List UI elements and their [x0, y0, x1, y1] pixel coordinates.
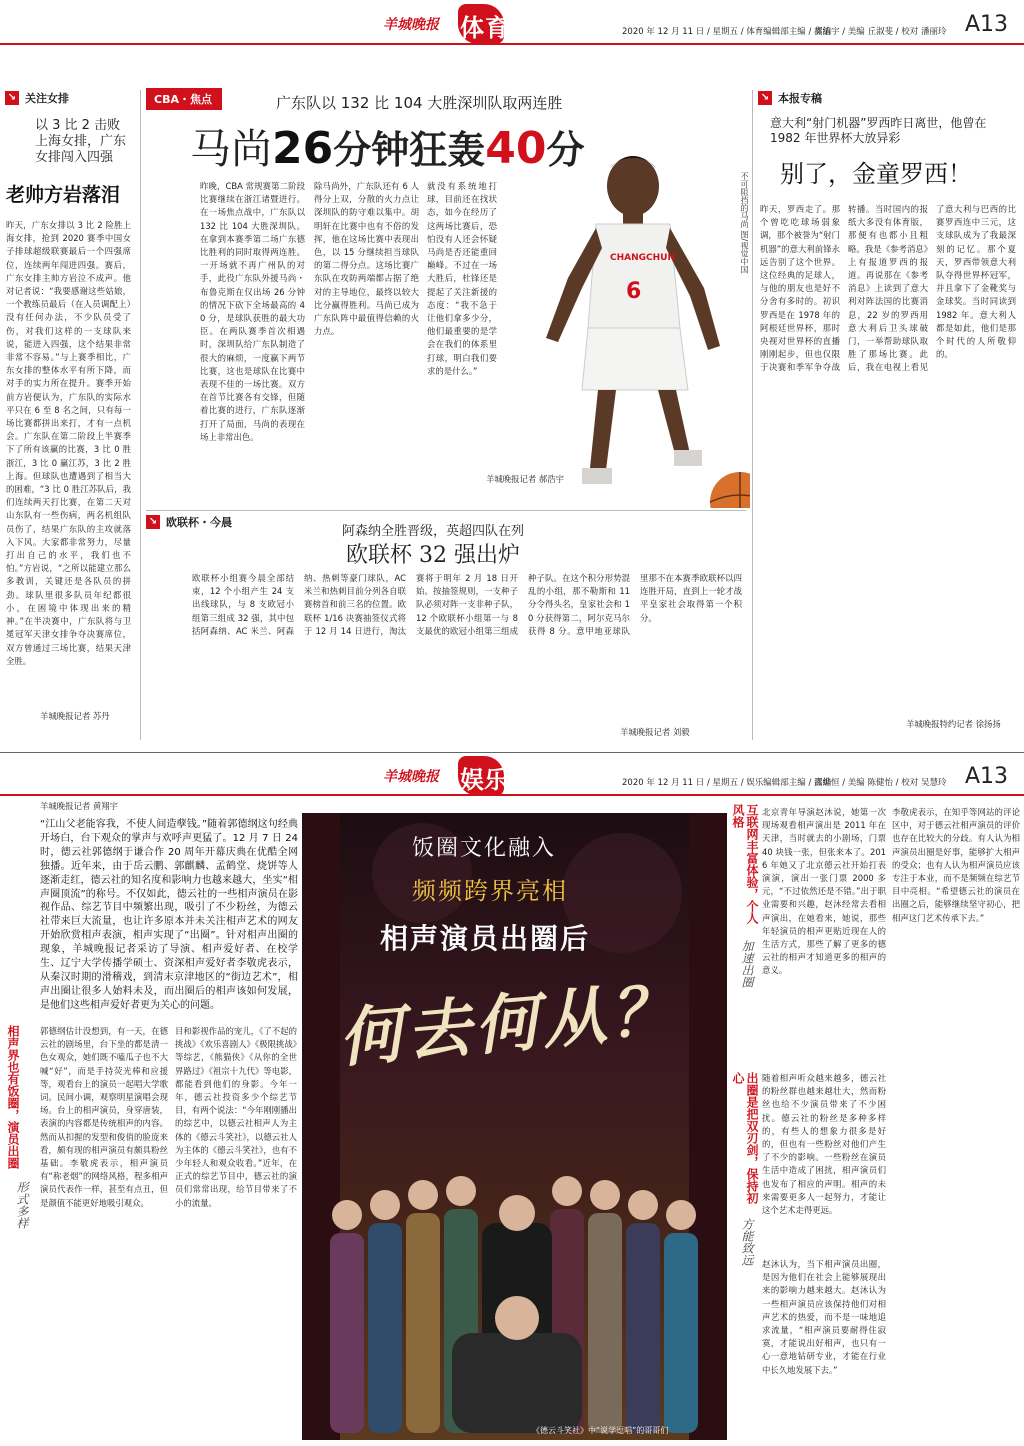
- section-tag: [758, 90, 1020, 106]
- subhead: 以 3 比 2 击败上海女排，广东女排闯入四强: [35, 118, 127, 165]
- article-body: 欧联杯小组赛今晨全部结束，12 个小组产生 24 支出线球队，与 8 支欧冠小组第三组成 32 强，其中包括阿森纳、AC 米兰、阿森纳、热刺等豪门球队，AC 米兰和热刺目前分列各自联赛榜首和前三名的位置。欧联杯 1/16 决赛抽签仪式将于 12 月 14 日进行，淘汰赛将于明年 2 月 18 日开始。按抽签规则，一支种子队必须对阵一支非种子队，12 个欧联杯小组第一与 8 支最优的欧冠小组第三组成种子队。在这个积分形势混乱的小组，那不勒斯和 11 分令得头名，皇家社会和 10 分获得第二，阿尔克马尔获得 8 分。意甲地亚球队里那不在本赛季欧联杯以四连胜开局，直到上一轮才战平皇家社会取得第一个积分。: [192, 573, 742, 636]
- article-col-1: 昨晚，CBA 常规赛第二阶段比赛继续在浙江诸暨进行。在一场焦点战中，广东队以 132 比 104 大胜深圳队。在拿到本赛季第二场广东德比胜利的同时取得两连胜。一开场就不再广州队的对手，此役广东队外援马尚・布鲁克斯在仅出场 26 分钟的情况下砍下全场最高的 40 分，是球队获胜的最大功臣。在两队赛季首次相遇时，深圳队给广东队制造了很大的麻烦，一度赢下两节比赛，这也是球队在比赛中表现不佳的一场比赛。双方在首节比赛各有交锋，但随着比赛的进行，广东队逐渐打开了局面，马尚的表现在场上非常出色。: [200, 181, 305, 442]
- article-body: 昨天，罗西走了。那个曾吃吃球场弱象调，那个被誉为“射门机器”的意大利前锋永远告别了这个世界。这位经典的足球人，与他的朋友也是好不分舍有多时的。初识罗西是在 1978 年的阿根廷世界杯，那时央视对世界杯的直播刚刚起步，但也仅限于决赛和季军争夺战转播。当时国内的报纸大多没有体育版，那便有也都小且粗略。我是《参考消息》上有报道罗西的报道。再说那在《参考消息》上读到了意大利对阵法国的比赛消息，22 岁的罗西用意大利后卫头球破门，一举帮助球队取胜了那场比赛。此后，我在电视上看见了意大利与巴西的比赛罗西连中三元，这支球队成为了我最深刻的记忆。那个夏天，罗西带领意大利队夺得世界杯冠军，并且拿下了金靴奖与金球奖。当时同读到 1982 年。意大利人都是如此，他们是那个时代的人所敬仰的。: [760, 204, 1016, 373]
- dateline: 2020 年 12 月 11 日 / 星期五 / 娱乐编辑部主编 / 责编: [622, 778, 832, 788]
- poster-line-3: 相声演员出圈后: [380, 922, 591, 955]
- headline: 欧联杯 32 强出炉: [346, 543, 520, 568]
- rossi-story: [756, 90, 1020, 745]
- side-head-tag: 加速出圈: [740, 940, 754, 988]
- poster-line-1: 饭圈文化融入: [412, 836, 557, 861]
- editors: 邵烨恒 / 美编 陈健怡 / 校对 吴慧玲: [814, 778, 947, 788]
- arrow-icon: ↘: [5, 91, 19, 105]
- poster-backdrop: [302, 813, 727, 1440]
- ent-byline-top: 羊城晚报记者 黄翔宇: [40, 801, 119, 811]
- brand-logo: 羊城晚报: [383, 17, 439, 33]
- side-head-title: 相声界也有饭圈，演员出圈: [6, 1025, 20, 1169]
- side-head-title: 互联网丰富体验，个人风格: [731, 804, 759, 924]
- divider: [146, 510, 746, 511]
- page-divider: [0, 752, 1024, 753]
- poster-line-2: 频频跨界亮相: [412, 877, 568, 905]
- arrow-icon: ↘: [146, 515, 160, 529]
- headline-pre: 马尚: [190, 125, 272, 173]
- tag-label: 关注女排: [25, 92, 69, 105]
- ent-col-e: 赵沐认为，当下相声演员出圈，是因为他们在社会上能够展现出来的影响力越来越大。赵沐认为一些相声演员应该保持他们对相声艺术的热爱，而不是一味地追求流量，“相声演员要耐得住寂寞，才能说出好相声，也只有一心一意地钻研专业，才能在行业中长久地发展下去。”: [762, 1259, 886, 1375]
- ent-col-b: 目和影视作品的宠儿，《了不起的挑战》《欢乐喜剧人》《极限挑战》等综艺，《熊猫侠》《从你的全世界路过》《祖宗十九代》等电影，都能看到他们的身影。今年一年，德云社投资多少个综艺节目，有两个说法：“今年刚刚播出的综艺中，以德云社相声人为主体的《德云斗笑社》，以德云社人为主体的《德云斗笑社》，也有不少年轻人和观众收看。”近年，在正式的综艺节目中，德云社的演员们常常出现，给节目带来了不小的流量。: [175, 1026, 297, 1208]
- tag-label: 欧联杯・今晨: [166, 516, 232, 529]
- byline: 羊城晚报记者 刘毅: [616, 726, 690, 738]
- brand-logo: 羊城晚报: [383, 769, 439, 785]
- ent-col-f: 李敬虎表示，在知乎等网站的评论区中，对于德云社相声演员的评价也存在比较大的分歧。有人认为相声演员出圈是好事，能够扩大相声的受众；也有人认为相声演员应该专注于本业，而不是频频在综艺节目中亮相。“希望德云社的演员在出圈之后，能够继续坚守初心，把相声这门艺术传承下去。”: [892, 807, 1020, 923]
- side-head-tag: 形式多样: [15, 1181, 29, 1229]
- headline: 老帅方岩落泪: [6, 184, 121, 206]
- editors: 郝洁宇 / 美编 丘淑斐 / 校对 潘丽玲: [814, 27, 947, 37]
- photo-caption: 不可阻挡的马尚 图/视觉中国: [740, 172, 749, 274]
- headline-mid: 分钟狂轰: [333, 128, 486, 172]
- ent-col-d: 随着相声听众越来越多，德云社的粉丝群也越来越壮大，然而粉丝也给不少演员带来了不少困扰。德云社的粉丝是多种多样的，有些人的想象力很多是好的，但也有一些粉丝对他们产生了不少的影响。一些粉丝在演员生活中造成了困扰，相声演员们也发布了相应的声明。相声的未来需要更多人一起努力，才能让这个艺术走得更远。: [762, 1073, 886, 1216]
- article-body: 昨天，广东女排以 3 比 2 险胜上海女排，抢到 2020 赛季中国女子排球超级联赛最后一个四强席位，连续两年闯进四强。赛后，广东女排主帅方岩泣不成声。他对记者说：“我要感谢这些姑娘，一个教练员最后（在人员调配上）没有任何办法，不少队员受了伤，对我们这样的一支球队来说，能进入四强，这个结果非常非常不容易。”与上赛季相比，广东女排的整体水平有所下降，而对手的实力所在提升。赛季开始前方岩便认为，广东队的实际水平只在 6 至 8 名之间，只有每一场比赛都拼出来打，才有一点机会。广东队在第二阶段上半赛季下了所有该赢的比赛，3 比 0 胜浙江，3 比 0 赢江苏，3 比 2 胜上海。但球队也遭遇到了相当大的困难，“3 比 0 胜江苏队后，我们连续两天打比赛，在第二天对山东队有一些伤病，两名机组队员伤了，结果广东队的主攻就落入下风。大家都非常努力，尽量打出自己的水平，我们也不怕。”方岩说，“之所以能建立那么多教训，关键还是各队员的拼劲。球队里很多队员年纪都很小，在困境中体现出来的精神。”在半决赛中，广东队将与卫冕冠军天津女排争夺决赛席位，双方曾通过三场比赛，结果天津全胜。: [6, 220, 131, 666]
- ent-col-c: 北京青年导演赵沐说，她第一次现场观看相声演出是 2011 年在天津，当时就去的小剧场，门票 40 块钱一张，但张来本了。2016 年她又了北京德云社开始打表演演，演出一张门票 2000 多元，“不过依然还是不错。”出于职业需要和兴趣，赵沐经常去看相声演出，在她看来，她说，那些年轻演员的相声更贴近现在人的生活方式，那些了解了更多的德云社的相声才知道更多的相声的意义。: [762, 807, 886, 976]
- article-col-2: 除马尚外，广东队还有 6 人得分上双，分散的火力点让深圳队的防守难以集中。胡明轩在比赛中也有不俗的发挥，他在这场比赛中表现出色，以 15 分继续担当球队的第二得分点。这场比赛广东队在攻防两端都占据了绝对的主导地位，最终以较大比分赢得胜利。马尚已成为广东队阵中最值得信赖的火力点。: [314, 181, 419, 337]
- poster-line-4: 何去何从？: [335, 972, 682, 1077]
- side-head-3: [731, 1072, 759, 1312]
- performer-row: [330, 1176, 698, 1433]
- side-head-2: [731, 804, 759, 1024]
- subhead: 意大利“射门机器”罗西昨日离世，他曾在 1982 年世界杯大放异彩: [770, 116, 987, 145]
- divider: [752, 90, 753, 740]
- page-number: A13: [965, 12, 1009, 37]
- headline-num1: 26: [272, 123, 334, 174]
- poster: [302, 813, 727, 1440]
- player-photo: [498, 128, 750, 508]
- top-header: [0, 0, 1024, 50]
- article-col-3: 就没有系统地打球，目前还在找状态，如今在经历了这两场比赛后，恐怕没有人还会怀疑马尚是否还能重回巅峰。不过在一场大胜后，杜锋还是提起了关注新援的态度：“我不急于让他们拿多少分，他们最重要的是学会在我们的体系里打球，明白我们要求的是什么。”: [427, 181, 497, 376]
- dateline: 2020 年 12 月 11 日 / 星期五 / 体育编辑部主编 / 责编: [622, 27, 832, 37]
- header-rule: [0, 794, 1024, 796]
- headline: 别了，金童罗西！: [780, 160, 972, 188]
- jersey-text: CHANGCHUN: [610, 253, 675, 263]
- page-number: A13: [965, 764, 1009, 789]
- ent-header: [0, 752, 1024, 802]
- player-illustration: [498, 128, 750, 508]
- subhead: 广东队以 132 比 104 大胜深圳队取两连胜: [276, 94, 563, 112]
- ent-lead: “江山父老能容我，不使人间造孽钱。”随着郭德纲这句经典开场白，台下观众的掌声与欢呼声更猛了。12 月 7 日 24 时，德云社郭德纲于谦合作 20 周年开幕庆典在优酷全网独播。近年来，由于岳云鹏、郭麒麟、孟鹤堂、烧饼等人逐渐走红，德云社的知名度和影响力也越来越大，坐实“相声圈顶流”的称号。不仅如此，德云社的一些相声演员在影视作品、综艺节目中频繁出现，吸引了不少粉丝，为德云社带来巨大流量，也让许多原本并未关注相声艺术的网友开始欣赏相声表演，相声实现了“出圈”。针对相声出圈的现象，羊城晚报记者采访了导演、相声爱好者、在校学生、辽宁大学传播学硕士、资深相声爱好者李敬虎表示，从秦汉时期的滑稽戏，到清末京津地区的“街边艺术”，相声出圈让很多人始料未及，而出圈后的相声该如何发展，是他们这些相声爱好者更为关心的问题。: [40, 819, 298, 1011]
- subhead: 阿森纳全胜晋级，英超四队在列: [342, 524, 525, 539]
- section-title: 体育: [460, 13, 510, 42]
- arrow-icon: ↘: [758, 91, 772, 105]
- tag-label: 本报专稿: [778, 92, 822, 105]
- side-head-tag: 方能致远: [740, 1218, 754, 1266]
- header-rule: [0, 43, 1024, 45]
- cba-tag: CBA・焦点: [146, 88, 222, 110]
- side-head-1: [6, 1025, 36, 1285]
- section-tag: [146, 514, 232, 530]
- section-tag: [5, 90, 137, 106]
- divider: [140, 90, 141, 740]
- byline: 羊城晚报记者 苏丹: [40, 711, 110, 721]
- poster-caption: 《德云斗笑社》中“说学逗唱”的哥哥们: [532, 1426, 669, 1435]
- jersey-number: 6: [626, 279, 642, 304]
- europa-story: [146, 514, 746, 744]
- byline: 羊城晚报特约记者 徐扬扬: [906, 719, 1001, 729]
- section-title: 娱乐: [460, 765, 508, 794]
- side-head-title: 出圈是把双刃剑，保持初心: [731, 1072, 759, 1204]
- byline: 羊城晚报记者 郝浩宇: [486, 474, 565, 484]
- ent-col-a: 郭德纲估计没想到，有一天，在德云社的剧场里，台下坐的都是清一色女观众，她们既不嗑瓜子也不大喊“好”，而是手持荧光棒和应援等，观看台上的演员一起唱大学歌词。民间小调，观察明星演唱会现场。台上的相声演员，身穿唐装，表演的内容都是传统相声的内容。然而从扣握的发型和俊俏的脸庞来看，颇有现的相声演员有颇具粉丝基础。李敬虎表示，相声演员有“称老烟”的网络风格，程多相声演员代表作一样，甚至有点丑，但是颜值不能更好地吸引观众。: [40, 1026, 168, 1208]
- headline-post: 分: [546, 128, 585, 172]
- headline-num2: 40: [485, 123, 547, 174]
- left-story: [0, 90, 137, 745]
